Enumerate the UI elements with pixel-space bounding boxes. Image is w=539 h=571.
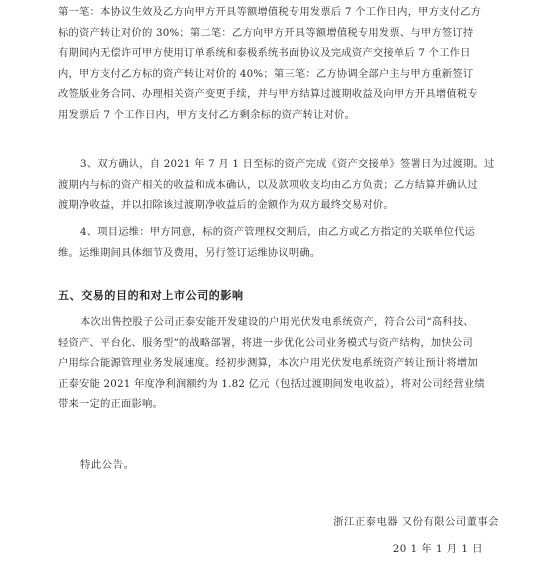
- closing-notice: 特此公告。: [80, 459, 135, 471]
- maintenance-paragraph: [58, 222, 510, 263]
- company-signature: 浙江正泰电器 又份有限公司董事会: [333, 516, 499, 528]
- text-line: 轻资产、平台化、服务型”的战略部署，将进一步优化公司业务模式与资产结构，加快公司: [58, 336, 473, 349]
- text-line: 改签版业务合同、办理相关资产变更手续，并与甲方结算过渡期收益及向甲方开具增值税专: [58, 88, 478, 100]
- text-line: 内，甲方支付乙方标的资产转让对价的 40%；第三笔：乙方协调全部户主与甲方重新签订: [58, 67, 474, 80]
- impact-paragraph: [58, 312, 510, 415]
- announcement-date: 20 1 年 1 月 1 日: [392, 543, 483, 555]
- text-line: 渡期净收益，并以扣除该过渡期净收益后的金额作为双方最终交易对价。: [58, 199, 394, 211]
- transition-period-paragraph: [58, 154, 510, 216]
- text-line: 正泰安能 2021 年度净利润额约为 1.82 亿元（包括过渡期间发电收益），将对公司经营业绩: [58, 377, 485, 390]
- payment-terms-paragraph: [58, 2, 510, 125]
- section-heading: 五、交易的目的和对上市公司的影响: [58, 289, 244, 302]
- text-line: 用发票后 7 个工作日内，甲方支付乙方剩余标的资产转让对价。: [58, 108, 356, 121]
- text-line: 4、项目运维：甲方同意，标的资产管理权交割后，由乙方或乙方指定的关联单位代运: [80, 226, 476, 238]
- text-line: 户用综合能源管理业务发展速度。经初步测算，本次户用光伏发电系统资产转让预计将增加: [58, 357, 478, 369]
- text-line: 渡期内与标的资产相关的收益和成本确认，以及款项收支均由乙方负责；乙方结算并确认过: [58, 178, 478, 191]
- text-line: 标的资产转让对价的 30%；第二笔：乙方向甲方开具等额增值税专用发票、与甲方签订持: [58, 26, 474, 39]
- text-line: 有期间内无偿许可甲方使用订单系统和泰极系统书面协议及完成资产交接单后 7 个工作日: [58, 47, 471, 59]
- text-line: 带来一定的正面影响。: [58, 398, 163, 410]
- text-line: 维。运维期间具体细节及费用，另行签订运维协议明确。: [58, 246, 321, 259]
- text-line: 本次出售控股子公司正泰安能开发建设的户用光伏发电系统资产，符合公司“高科技、: [80, 316, 474, 328]
- text-line: 3、双方确认，自 2021 年 7 月 1 日至标的资产完成《资产交接单》签署日为过渡期。过: [80, 158, 495, 170]
- text-line: 第一笔：本协议生效及乙方向甲方开具等额增值税专用发票后 7 个工作日内，甲方支付乙方: [58, 6, 482, 18]
